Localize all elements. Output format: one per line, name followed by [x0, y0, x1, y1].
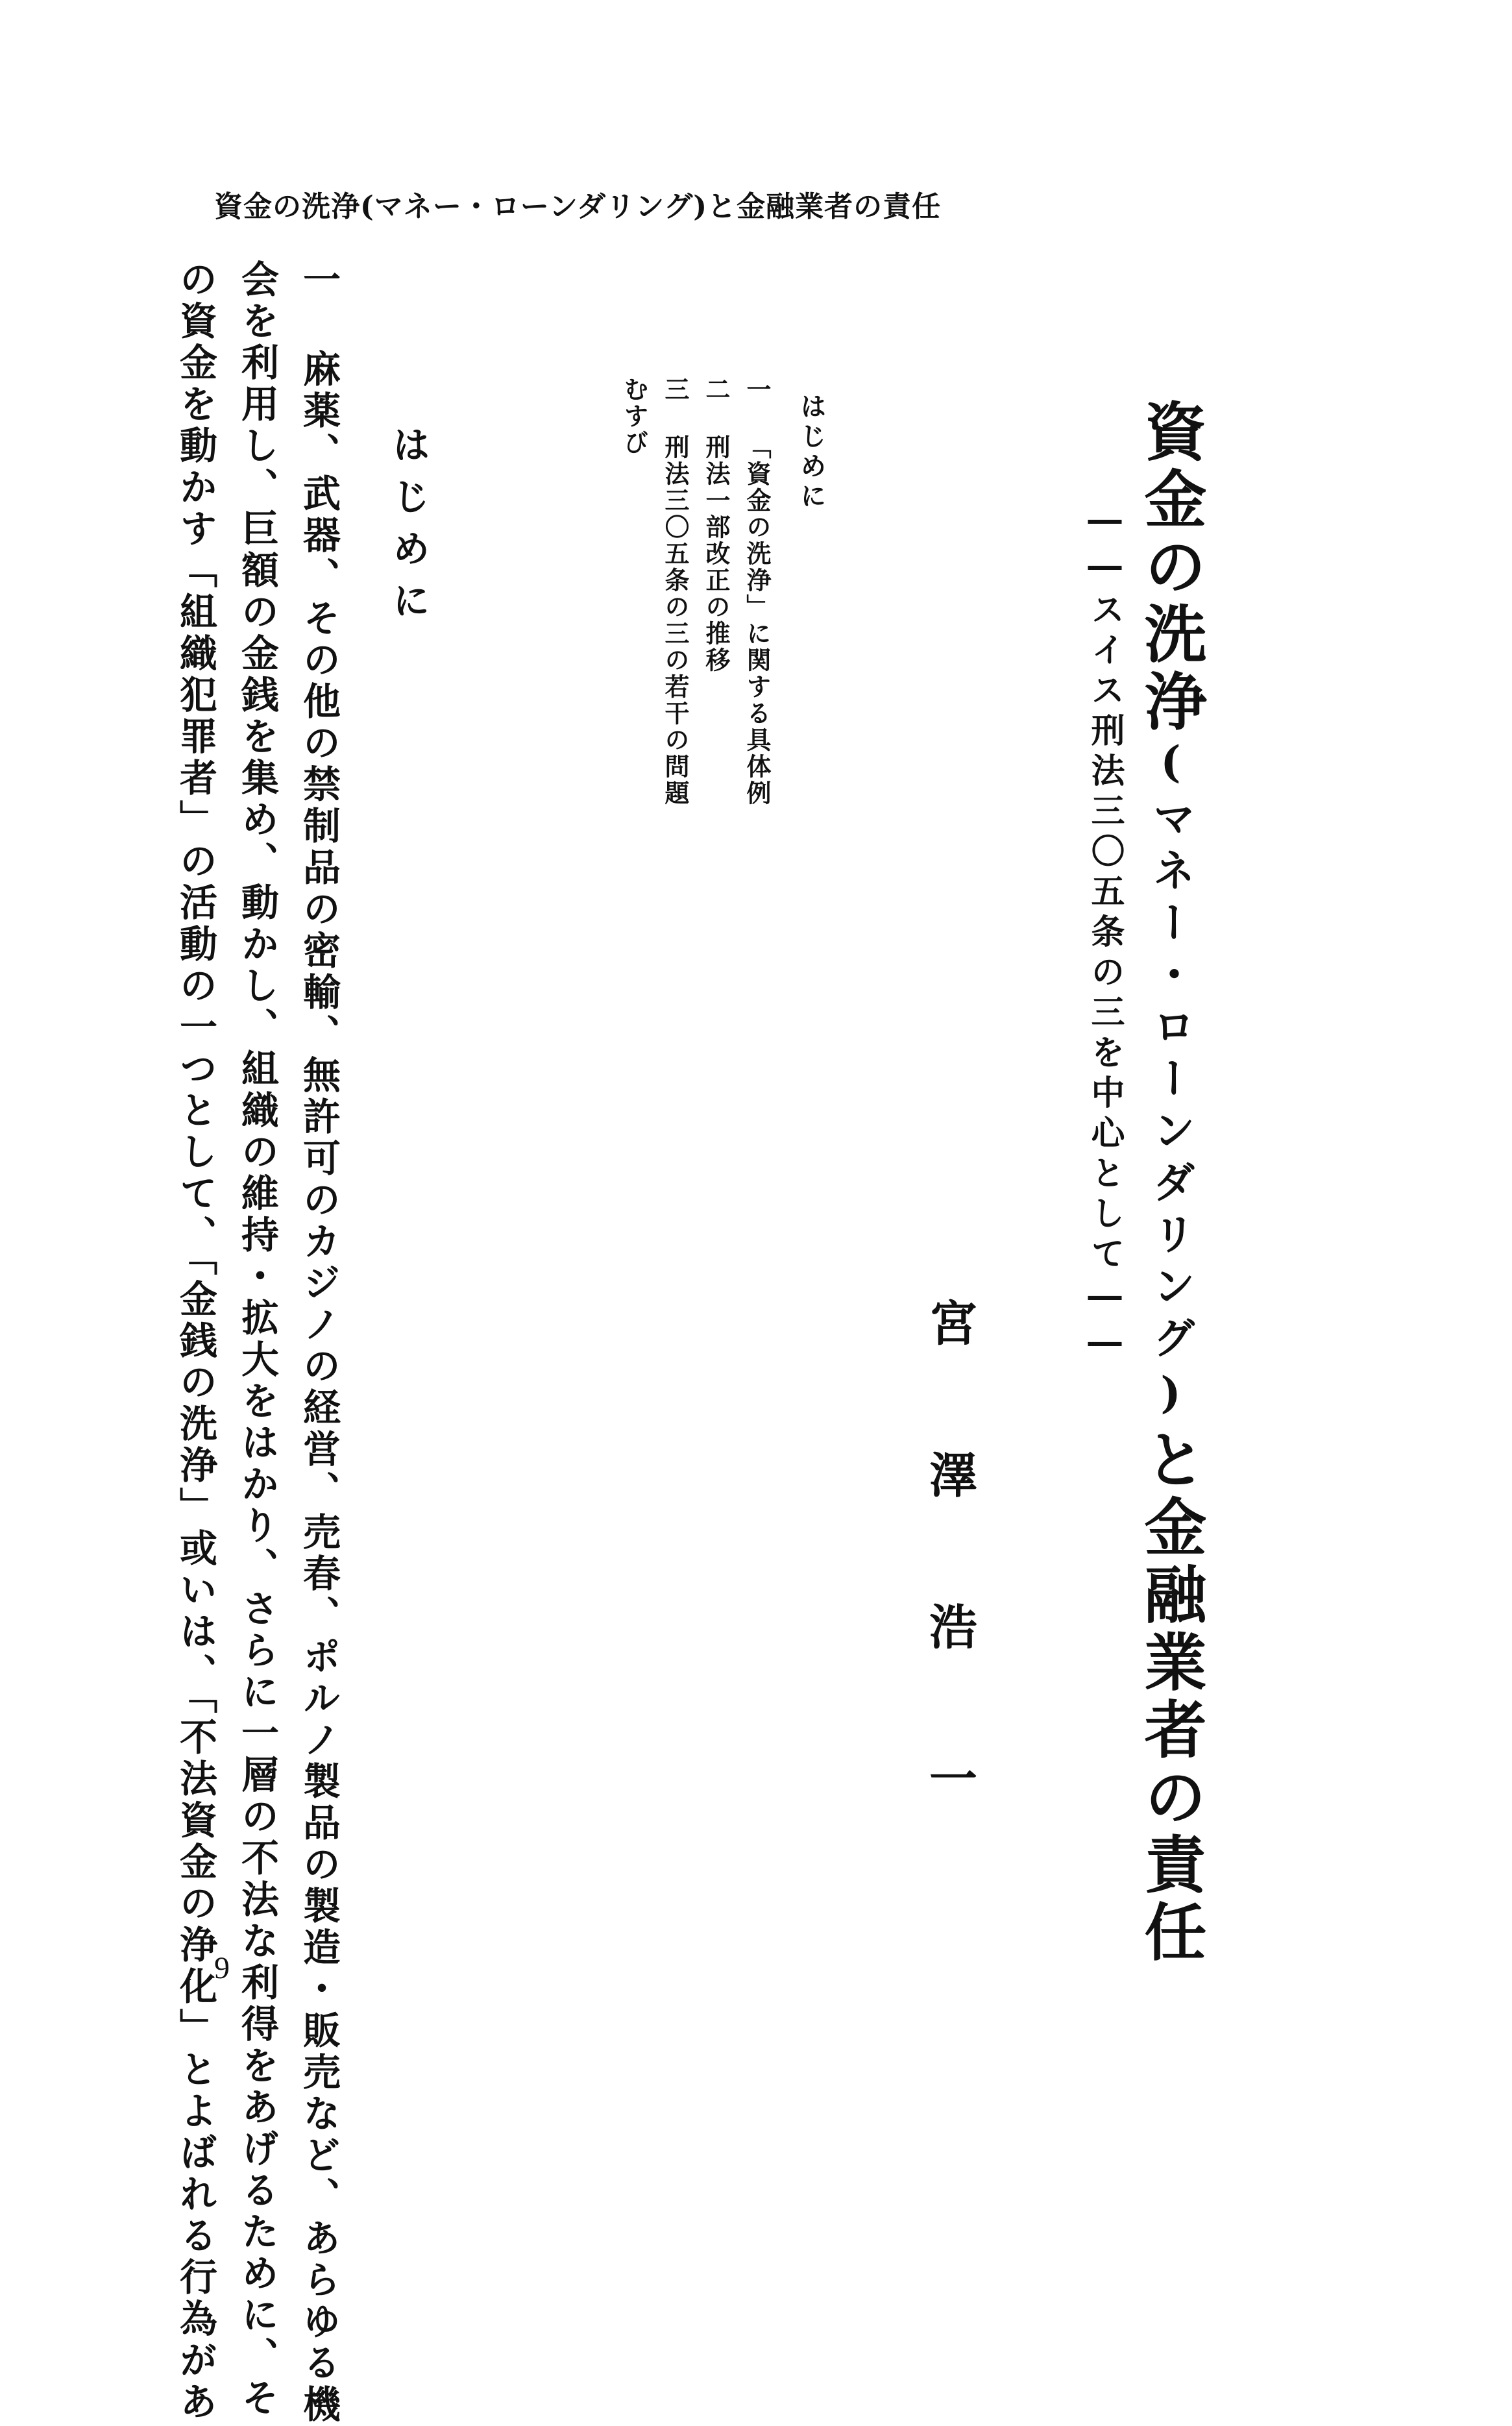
title-part-1: 資金の洗浄 [1134, 399, 1208, 737]
article-subtitle: ――スイス刑法三〇五条の三を中心として―― [1085, 500, 1125, 1368]
toc-item: 一 「資金の洗浄」に関する具体例 [742, 376, 772, 807]
running-header: 資金の洗浄(マネー・ローンダリング)と金融業者の責任 [214, 190, 942, 223]
toc-item: 三 刑法三〇五条の三の若干の問題 [661, 376, 690, 807]
body-text-column: 会を利用し、巨額の金銭を集め、動かし、組織の維持・拡大をはかり、さらに一層の不法な利得をあげるために、そ [235, 260, 279, 2420]
body-text-column: 一 麻薬、武器、その他の禁制品の密輸、無許可のカジノの経営、売春、ポルノ製品の製造・販売など、あらゆる機 [297, 260, 341, 2426]
title-part-2: (マネー・ローンダリング) [1145, 737, 1196, 1427]
article-title [1134, 399, 1208, 1967]
toc-item: 二 刑法一部改正の推移 [701, 376, 731, 674]
section-heading: はじめに [386, 425, 430, 633]
toc-item: むすび [620, 376, 649, 456]
toc-heading: はじめに [796, 393, 827, 512]
title-part-3: と金融業者の責任 [1134, 1427, 1208, 1967]
page-number: 9 [214, 1951, 230, 1985]
author-name: 宮澤浩一 [921, 1298, 977, 1905]
body-text-column: の資金を動かす「組織犯罪者」の活動の一つとして、「金銭の洗浄」或いは、「不法資金の浄化」とよばれる行為があ [173, 260, 217, 2423]
